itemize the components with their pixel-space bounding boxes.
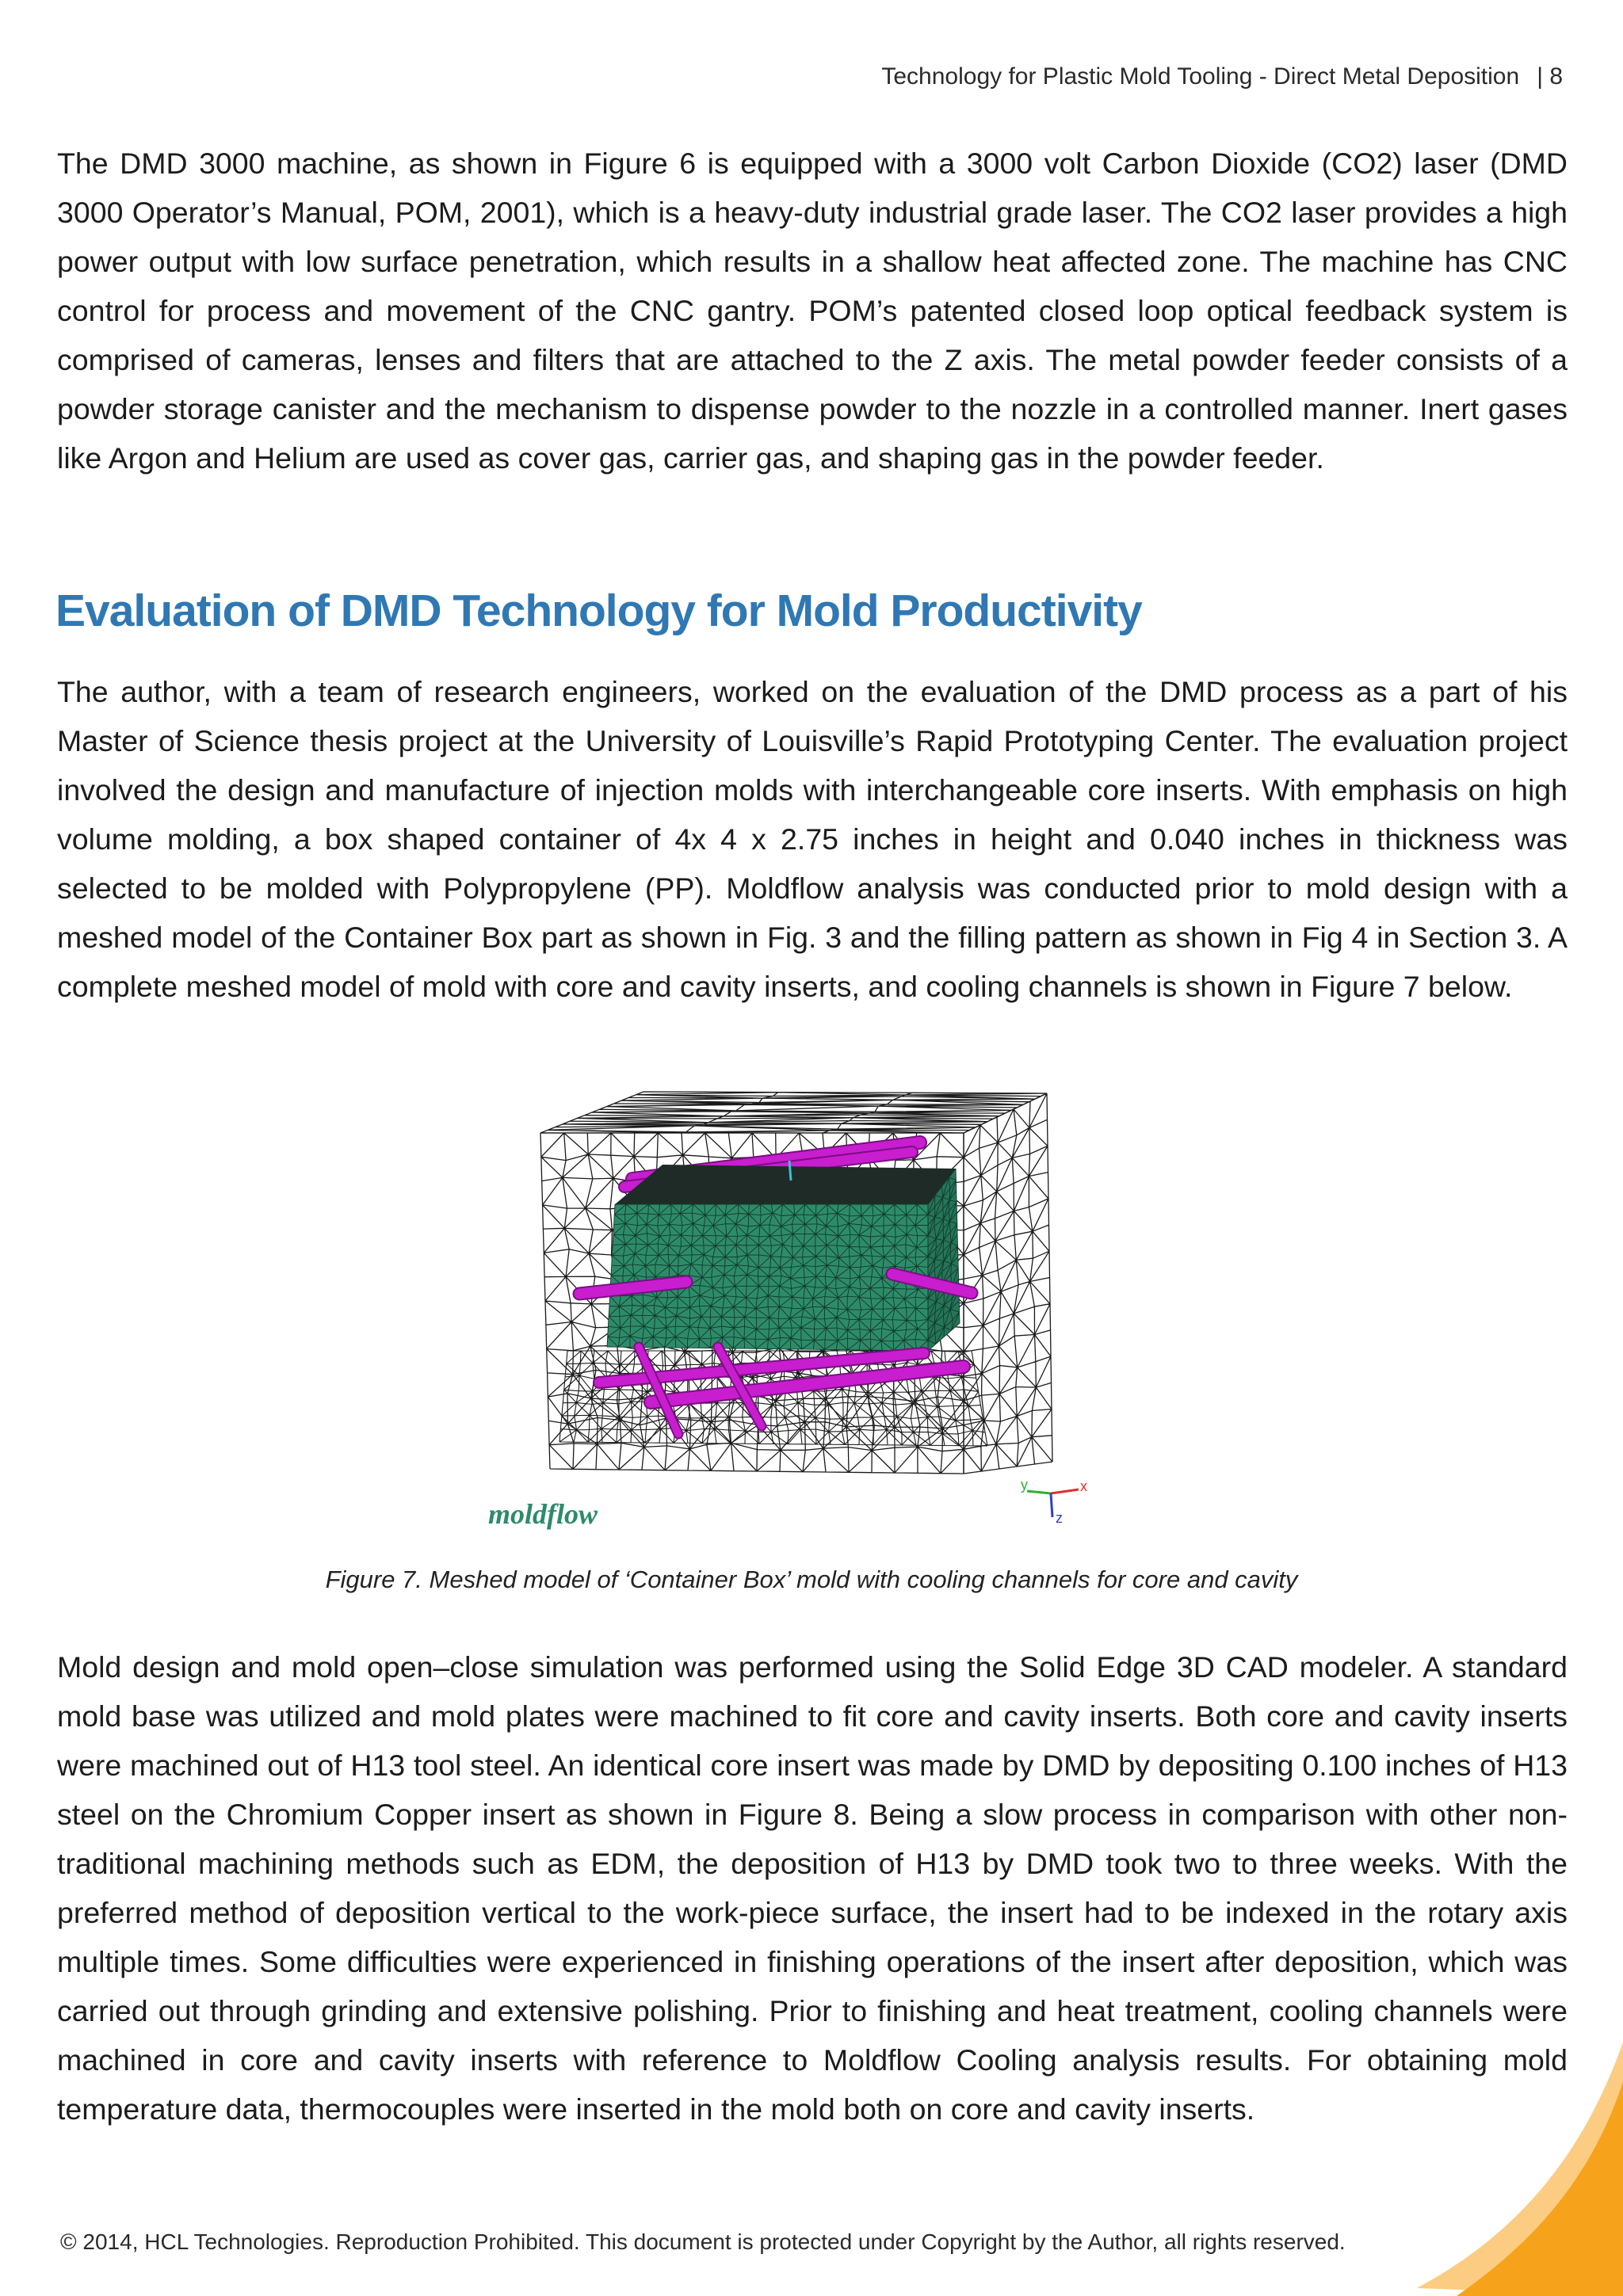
body-paragraph-1: The DMD 3000 machine, as shown in Figure 6 is equipped with a 3000 volt Carbon Dioxide (CO2) laser (DMD 3000 Operator’s Manual, POM, 2001), which is a heavy-duty industrial grade laser. The CO2 laser provides a high power output with low surface penetration, which results in a shallow heat affected zone. The machine has CNC control for process and movement of the CNC gantry. POM’s patented closed loop optical feedback system is comprised of cameras, lenses and filters that are attached to the Z axis. The metal powder feeder consists of a powder storage canister and the mechanism to dispense powder to the nozzle in a controlled manner. Inert gases like Argon and Helium are used as cover gas, carrier gas, and shaping gas in the powder feeder. bbox=[57, 147, 1568, 475]
sprue-marker bbox=[789, 1161, 791, 1180]
section-heading: Evaluation of DMD Technology for Mold Productivity bbox=[55, 585, 1142, 636]
axis-y-line bbox=[1027, 1491, 1051, 1493]
axis-triad-icon bbox=[1021, 1477, 1087, 1526]
body-paragraph-2: The author, with a team of research engineers, worked on the evaluation of the DMD process as a part of his Master of Science thesis project at the University of Louisville’s Rapid Prototyping Center. The evaluation project involved the design and manufacture of injection molds with interchangeable core inserts. With emphasis on high volume molding, a box shaped container of 4x 4 x 2.75 inches in height and 0.040 inches in thickness was selected to be molded with Polypropylene (PP). Moldflow analysis was conducted prior to mold design with a meshed model of the Container Box part as shown in Fig. 3 and the filling pattern as shown in Fig 4 in Section 3. A complete meshed model of mold with core and cavity inserts, and cooling channels is shown in Figure 7 below. bbox=[57, 675, 1568, 1003]
running-title: Technology for Plastic Mold Tooling - Direct Metal Deposition bbox=[881, 63, 1520, 90]
body-paragraph-3: Mold design and mold open–close simulation was performed using the Solid Edge 3D CAD modeler. A standard mold base was utilized and mold plates were machined to fit core and cavity inserts. Both core and cavity inserts were machined out of H13 tool steel. An identical core insert was made by DMD by depositing 0.100 inches of H13 steel on the Chromium Copper insert as shown in Figure 8. Being a slow process in comparison with other non-traditional machining methods such as EDM, the deposition of H13 by DMD took two to three weeks. With the preferred method of deposition vertical to the work-piece surface, the insert had to be indexed in the rotary axis multiple times. Some difficulties were experienced in finishing operations of the insert after deposition, which was carried out through grinding and extensive polishing. Prior to finishing and heat treatment, cooling channels were machined in core and cavity inserts with reference to Moldflow Cooling analysis results. For obtaining mold temperature data, thermocouples were inserted in the mold both on core and cavity inserts. bbox=[57, 1650, 1568, 2126]
axis-x-line bbox=[1051, 1489, 1079, 1493]
core-top-face bbox=[615, 1165, 956, 1204]
figure-7-mesh-model bbox=[480, 1085, 1114, 1537]
mold-side-face-mesh bbox=[964, 1093, 1052, 1474]
mold-top-face-mesh bbox=[540, 1092, 1047, 1133]
running-header bbox=[881, 63, 1563, 90]
mesh-model-illustration bbox=[480, 1085, 1114, 1537]
axis-z-line bbox=[1051, 1493, 1052, 1517]
copyright-footer: © 2014, HCL Technologies. Reproduction Prohibited. This document is protected under Copyright by the Author, all rights reserved. bbox=[60, 2229, 1346, 2254]
figure-caption: Figure 7. Meshed model of ‘Container Box’ mold with cooling channels for core and cavity bbox=[325, 1566, 1298, 1593]
page-curl-corner-decoration bbox=[1385, 1995, 1623, 2296]
moldflow-logo: moldflow bbox=[488, 1498, 598, 1530]
axis-y-label: y bbox=[1021, 1477, 1028, 1493]
axis-x-label: x bbox=[1080, 1478, 1087, 1494]
core-insert bbox=[607, 1161, 960, 1351]
axis-z-label: z bbox=[1056, 1510, 1063, 1526]
page-number: | 8 bbox=[1537, 63, 1563, 90]
